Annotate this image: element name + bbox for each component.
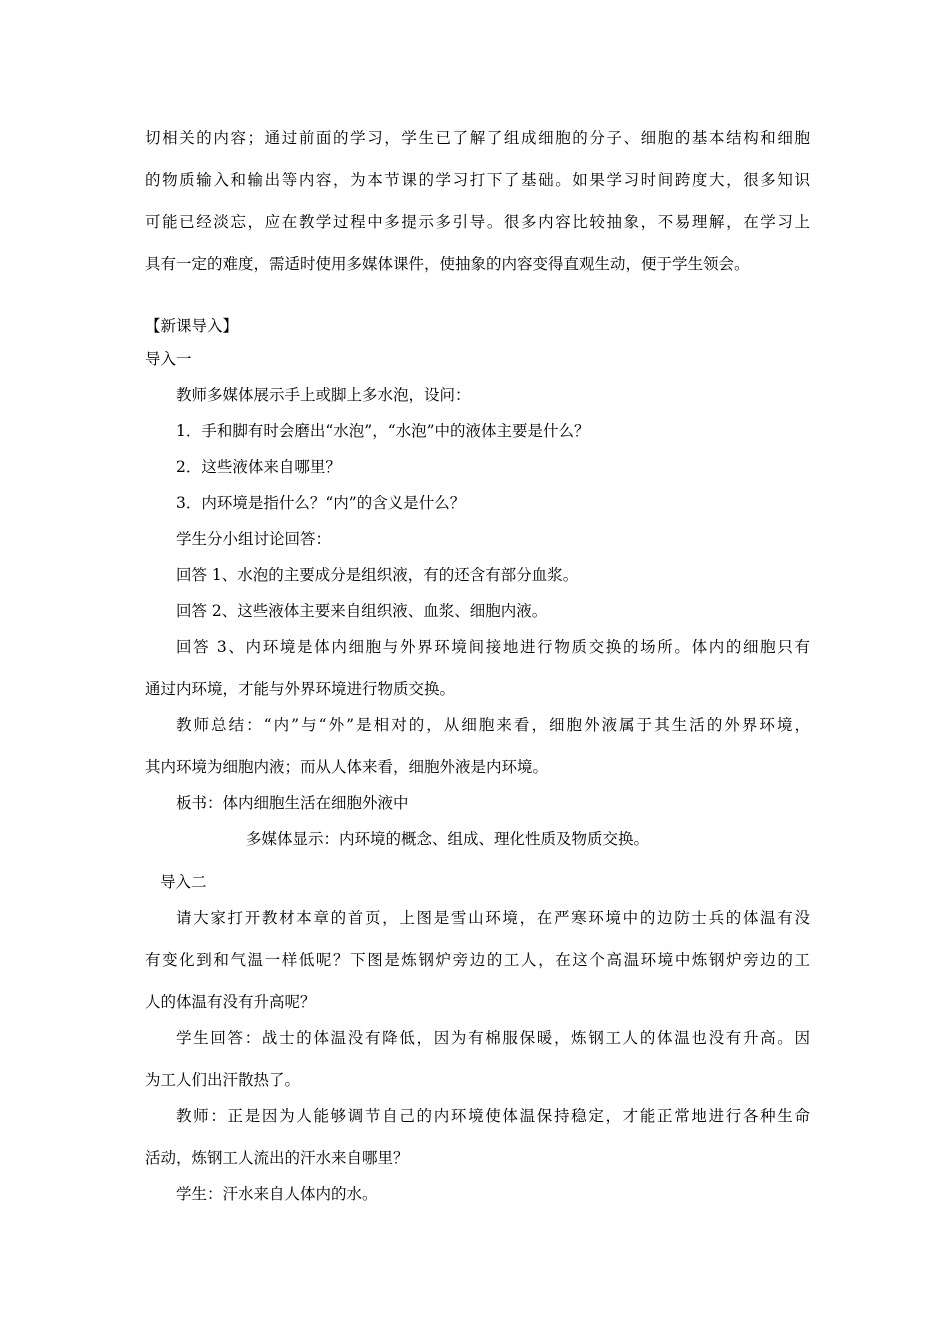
intro-line-3: 可能已经淡忘，应在教学过程中多提示多引导。很多内容比较抽象，不易理解，在学习上 — [145, 213, 810, 231]
lead2-paragraph-1-line-2: 有变化到和气温一样低呢？下图是炼钢炉旁边的工人，在这个高温环境中炼钢炉旁边的工 — [145, 951, 810, 969]
intro-line-4: 具有一定的难度，需适时使用多媒体课件，使抽象的内容变得直观生动，便于学生领会。 — [145, 255, 750, 273]
lead2-paragraph-1-line-1: 请大家打开教材本章的首页，上图是雪山环境，在严寒环境中的边防士兵的体温有没 — [176, 909, 810, 927]
lead1-media: 多媒体显示：内环境的概念、组成、理化性质及物质交换。 — [246, 830, 650, 848]
lead1-question-1: 1．手和脚有时会磨出“水泡”，“水泡”中的液体主要是什么？ — [176, 422, 590, 440]
lead2-paragraph-1-line-3: 人的体温有没有升高呢？ — [145, 993, 316, 1011]
lead1-setup: 教师多媒体展示手上或脚上多水泡，设问： — [176, 386, 471, 404]
lead2-paragraph-3-line-1: 教师：正是因为人能够调节自己的内环境使体温保持稳定，才能正常地进行各种生命 — [176, 1107, 810, 1125]
lead2-paragraph-2-line-1: 学生回答：战士的体温没有降低，因为有棉服保暖，炼钢工人的体温也没有升高。因 — [176, 1029, 810, 1047]
lead2-paragraph-2-line-2: 为工人们出汗散热了。 — [145, 1071, 301, 1089]
lead2-paragraph-3-line-2: 活动，炼钢工人流出的汗水来自哪里？ — [145, 1149, 409, 1167]
lead1-question-3: 3．内环境是指什么？“内”的含义是什么？ — [176, 494, 466, 512]
lead2-paragraph-4: 学生：汗水来自人体内的水。 — [176, 1185, 378, 1203]
lead2-heading: 导入二 — [160, 873, 207, 891]
lead1-answer-2: 回答 2、这些液体主要来自组织液、血浆、细胞内液。 — [176, 602, 548, 620]
lead1-answer-1: 回答 1、水泡的主要成分是组织液，有的还含有部分血浆。 — [176, 566, 579, 584]
lead1-answer-3-line-2: 通过内环境，才能与外界环境进行物质交换。 — [145, 680, 456, 698]
lead1-board: 板书：体内细胞生活在细胞外液中 — [176, 794, 409, 812]
intro-line-2: 的物质输入和输出等内容，为本节课的学习打下了基础。如果学习时间跨度大，很多知识 — [145, 171, 810, 189]
lead1-question-2: 2．这些液体来自哪里？ — [176, 458, 341, 476]
lead1-heading: 导入一 — [145, 350, 192, 368]
lead1-answer-3-line-1: 回答 3、内环境是体内细胞与外界环境间接地进行物质交换的场所。体内的细胞只有 — [176, 638, 810, 656]
intro-line-1: 切相关的内容；通过前面的学习，学生已了解了组成细胞的分子、细胞的基本结构和细胞 — [145, 129, 810, 147]
lead1-summary-line-2: 其内环境为细胞内液；而从人体来看，细胞外液是内环境。 — [145, 758, 549, 776]
lead1-discuss: 学生分小组讨论回答： — [176, 530, 332, 548]
lead1-summary-line-1: 教师总结：“内”与“外”是相对的，从细胞来看，细胞外液属于其生活的外界环境， — [176, 716, 810, 734]
section-title: 【新课导入】 — [145, 317, 239, 335]
